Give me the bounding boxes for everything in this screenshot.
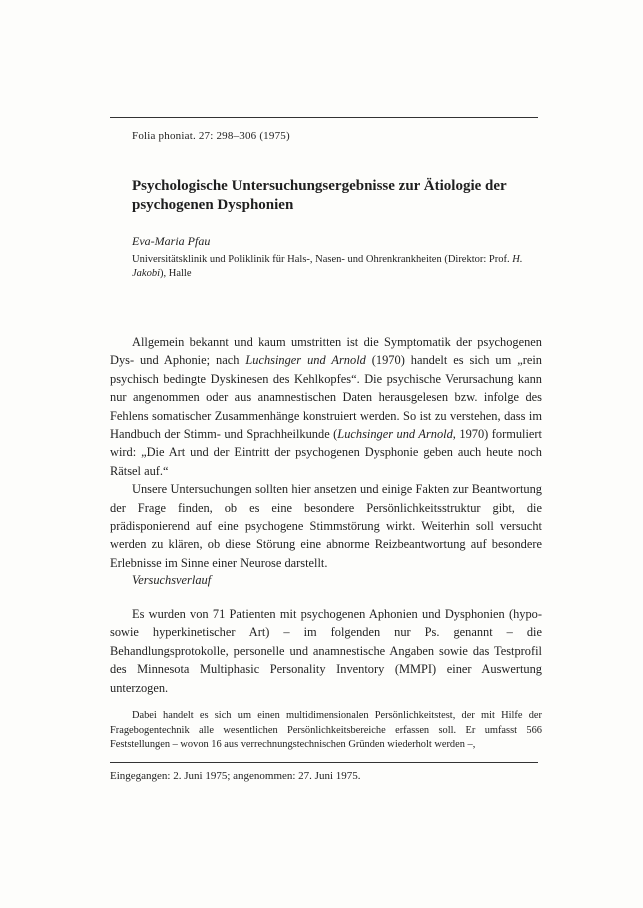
intro-p1-reference-2: Luchsinger und Arnold (337, 427, 453, 442)
author-name: Eva-Maria Pfau (132, 234, 211, 248)
intro-p1-part-c: , 1970) formuliert wird: „Die Art und der Eintritt der psychogenen Dysphonie geben auch heute noch Rätsel auf.“ (110, 427, 542, 478)
article-title: Psychologische Untersuchungsergebnisse zur Ätiologie der psychogenen Dysphonien (132, 178, 507, 213)
intro-p1-reference-1: Luchsinger und Arnold (245, 353, 366, 368)
affiliation-text: Universitätsklinik und Poliklinik für Hals-, Nasen- und Ohrenkrankheiten (Direktor: Prof. (132, 254, 513, 265)
section-text (110, 605, 542, 697)
top-rule (110, 117, 538, 118)
journal-citation: Folia phoniat. 27: 298–306 (1975) (132, 130, 290, 142)
intro-paragraph-1 (110, 333, 542, 480)
intro-paragraph-2: Unsere Untersuchungen sollten hier ansetzen und einige Fakten zur Beantwortung der Frage finden, ob es eine besondere Persönlichkeitsstruktur gibt, die prädisponierend auf eine psychogene Stimmstörung wirkt. Weiterhin soll versucht werden zu klären, ob diese Störung eine abnorme Reizbeantwortung auf besondere Erlebnisse im Sinne einer Neurose darstellt. (110, 482, 542, 570)
small-print-text: Dabei handelt es sich um einen multidimensionalen Persönlichkeitstest, der mit Hilfe der Fragebogentechnik alle wesentlichen Persönlichkeitsbereiche erfassen soll. Er umfasst 566 Feststellungen – wovon 16 aus verrechnungstechnischen Gründen wiederholt werden –, (110, 710, 542, 751)
intro-p1-part-b: (1970) handelt es sich um „rein psychisch bedingte Dyskinesen des Kehlkopfes“. Die psychische Verursachung kann nur angenommen oder aus anamnestischen Daten herausgelesen bzw. infolge des Fehlens somatischer Zusammenhänge konstruiert werden. So ist zu verstehen, dass im Handbuch der Stimm- und Sprachheilkunde ( (110, 353, 542, 442)
author-affiliation (132, 253, 532, 281)
affiliation-director: H. Jakobi (132, 254, 523, 279)
bottom-rule (110, 762, 538, 763)
affiliation-tail: ), Halle (160, 268, 192, 279)
section-paragraph: Es wurden von 71 Patienten mit psychogenen Aphonien und Dysphonien (hypo- sowie hyperkinetischer Art) – im folgenden nur Ps. genannt – die Behandlungsprotokolle, personelle und anamnestische Angaben sowie das Testprofil des Minnesota Multiphasic Personality Inventory (MMPI) einer Auswertung unterzogen. (110, 607, 542, 695)
intro-text (110, 333, 542, 572)
section-heading: Versuchsverlauf (132, 573, 212, 587)
received-dates: Eingegangen: 2. Juni 1975; angenommen: 27. Juni 1975. (110, 770, 361, 782)
intro-p1-part-a: Allgemein bekannt und kaum umstritten ist die Symptomatik der psychogenen Dys- und Aphonie; nach (110, 335, 542, 368)
